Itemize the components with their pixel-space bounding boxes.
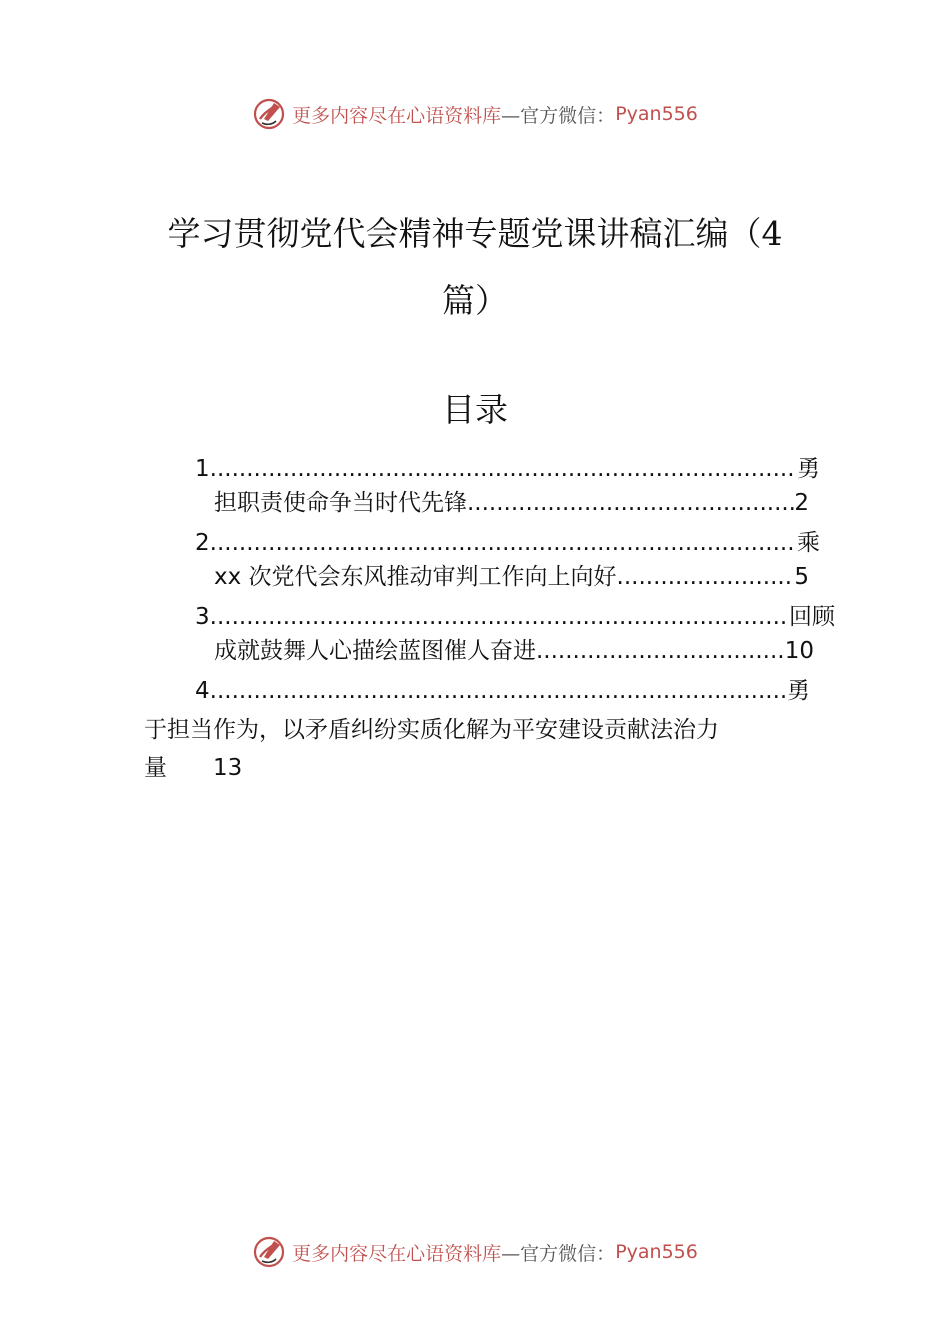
banner-wechat-id: Pyan556: [615, 103, 698, 125]
pen-logo-icon: [252, 97, 286, 131]
title-line-1: 学习贯彻党代会精神专题党课讲稿汇编（4: [167, 214, 783, 253]
toc-leader-dots: [467, 486, 794, 520]
toc-title-start: 勇: [797, 456, 820, 482]
toc-heading: 目录: [442, 390, 508, 429]
toc-entry-1-line-1[interactable]: [195, 452, 820, 486]
banner-separator: —官方微信：: [501, 104, 616, 127]
toc-title-start: 回顾: [789, 604, 835, 630]
toc-entry-1-line-2[interactable]: [214, 486, 809, 520]
toc-page-number: 2: [794, 490, 809, 516]
document-title: [140, 200, 810, 334]
toc-entry-3-line-2[interactable]: [214, 634, 814, 668]
toc-page-number: 10: [784, 638, 814, 664]
banner-separator: —官方微信：: [501, 1242, 616, 1265]
toc-entry-4-line-3[interactable]: [144, 750, 242, 786]
toc-leader-dots: [210, 452, 797, 486]
toc-title-start: 勇: [787, 678, 810, 704]
toc-leader-dots: [617, 560, 795, 594]
toc-title-start: 乘: [797, 530, 820, 556]
toc-entry-4-line-2[interactable]: 于担当作为，以矛盾纠纷实质化解为平安建设贡献法治力: [144, 717, 719, 743]
toc-number: 3: [195, 604, 210, 630]
toc-leader-dots: [536, 634, 785, 668]
toc-entry-2-line-2[interactable]: [214, 560, 809, 594]
toc-leader-dots: [210, 526, 797, 560]
toc-title-rest: xx 次党代会东风推动审判工作向上向好: [214, 564, 617, 590]
toc-title-rest: 成就鼓舞人心描绘蓝图催人奋进: [214, 638, 536, 664]
toc-page-number: 5: [794, 564, 809, 590]
toc-entry-4-line-1[interactable]: [195, 674, 810, 708]
toc-title-rest: 担职责使命争当时代先锋: [214, 490, 467, 516]
header-banner: [0, 94, 950, 134]
banner-wechat-id: Pyan556: [615, 1241, 698, 1263]
title-line-2: 篇）: [442, 281, 508, 320]
toc-entry-2-line-1[interactable]: [195, 526, 820, 560]
toc-page-number: 13: [213, 755, 243, 781]
footer-banner: [0, 1232, 950, 1272]
toc-entry-3-line-1[interactable]: [195, 600, 835, 634]
toc-number: 4: [195, 678, 210, 704]
toc-number: 2: [195, 530, 210, 556]
toc-number: 1: [195, 456, 210, 482]
toc-title-last: 量: [144, 755, 167, 781]
banner-text: 更多内容尽在心语资料库: [292, 104, 502, 127]
toc-leader-dots: [210, 600, 789, 634]
banner-text: 更多内容尽在心语资料库: [292, 1242, 502, 1265]
toc-leader-dots: [210, 674, 787, 708]
pen-logo-icon: [252, 1235, 286, 1269]
